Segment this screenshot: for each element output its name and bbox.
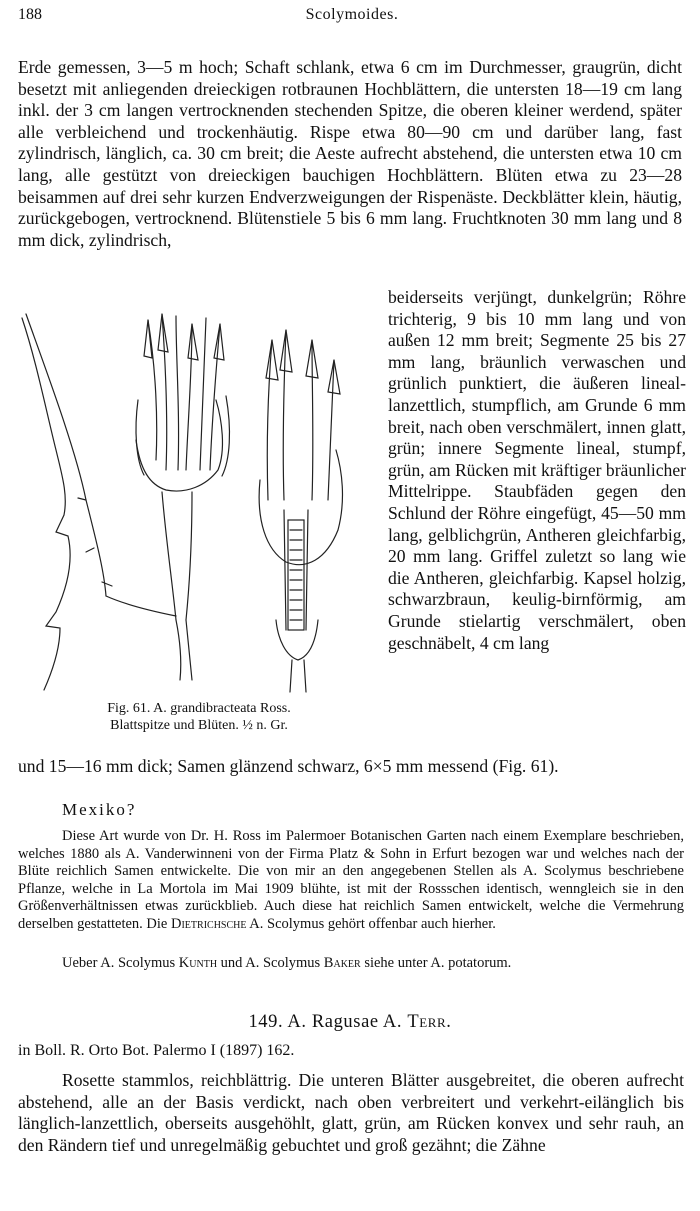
description-paragraph-final: Rosette stammlos, reichblättrig. Die unteren Blätter ausgebreitet, die oberen aufrecht abstehend, alle an der Basis verdickt, nach oben verbreitert und verkehrt-eilänglich bis länglich-lanzettlich, oberseits ausgehöhlt, glatt, grün, am Rücken konvex und sehr rauh, an den Rändern tief und unregelmäßig gebuchtet und groß gezähnt; die Zähne xyxy=(18,1070,684,1155)
leaf-tip-outline xyxy=(22,318,70,690)
distribution-line: Mexiko? xyxy=(62,800,137,819)
species-heading xyxy=(0,1012,700,1033)
botanical-drawing xyxy=(16,300,378,700)
note-2-text-b: und A. Scolymus xyxy=(217,955,324,971)
note-1-text-a: Diese Art wurde von Dr. H. Ross im Palermoer Botanischen Garten nach einem Exemplare beschrieben, welches 1880 als A. Vanderwinneni von der Firma Platz & Sohn in Erfurt bezogen war und welches nach der Blüte reichlich Samen entwickelte. Die von mir an den angegebenen Stellen als A. Scolymus beschriebene Pflanze, welche in La Mortola im Mai 1909 blühte, ist mit der Rossschen identisch, wenngleich sie in den Größenverhältnissen etwas zurückblieb. Auch diese hat reichlich Samen entwickelt, welche die Vermehrung derselben gestatteten. Die xyxy=(18,828,684,932)
caption-subtitle: Blattspitze und Blüten. ½ n. Gr. xyxy=(110,718,288,733)
note-paragraph-1 xyxy=(18,828,684,933)
description-paragraph-side: beiderseits verjüngt, dunkelgrün; Röhre trichterig, 9 bis 10 mm lang und von außen 12 mm breit; Segmente 25 bis 27 mm lang, bräunlich verwaschen und grünlich punktiert, die äußeren lineal-lanzettlich, stumpflich, am Grunde 6 mm breit, nach oben verschmälert, innen glatt, grün; innere Segmente lineal, stumpf, grün, am Rücken mit kräftiger bräunlicher Mittelrippe. Staubfäden gegen den Schlund der Röhre eingefügt, 45—50 mm lang, gelblichgrün, Antheren gleichfarbig, 20 mm lang. Griffel zuletzt so lang wie die Antheren, gleichfarbig. Kapsel holzig, schwarzbraun, keulig-birnförmig, am Grunde stielartig verschmälert, oben geschnäbelt, 4 cm lang xyxy=(388,287,687,653)
species-citation: in Boll. R. Orto Bot. Palermo I (1897) 162. xyxy=(18,1042,295,1059)
description-paragraph-top: Erde gemessen, 3—5 m hoch; Schaft schlank, etwa 6 cm im Durchmesser, graugrün, dicht besetzt mit anliegenden dreieckigen rotbraunen Hochblättern, die untersten 18—19 cm lang inkl. der 3 cm langen vertrocknenden stechenden Spitze, die oberen kleiner werdend, später alle verbleichend und trockenhäutig. Rispe etwa 80—90 cm und darüber lang, fast zylindrisch, länglich, ca. 30 cm breit; die Aeste aufrecht abstehend, die untersten etwa 10 cm lang, alle gestützt von dreieckigen bauchigen Hochblättern. Blüten etwa zu 23—28 beisammen auf drei sehr kurzen Endverzweigungen der Rispenäste. Deckblätter klein, häutig, zurückgebogen, vertrocknend. Blütenstiele 5 bis 6 mm lang. Fruchtknoten 30 mm lang und 8 mm dick, zylindrisch, xyxy=(18,57,682,250)
note-2-text-c: siehe unter A. potatorum. xyxy=(360,955,512,971)
note-paragraph-2 xyxy=(18,955,684,973)
flower-2-segments xyxy=(267,330,334,500)
page-number: 188 xyxy=(18,6,42,23)
note-2-author-baker: Baker xyxy=(323,955,361,971)
figure-caption xyxy=(14,700,384,734)
species-heading-author: Terr. xyxy=(407,1012,452,1032)
caption-title: Fig. 61. A. grandibracteata Ross. xyxy=(107,701,291,716)
figure-61-illustration xyxy=(16,300,378,700)
running-head: Scolymoides. xyxy=(305,6,399,23)
note-1-author-name: Dietrichsche xyxy=(171,915,247,932)
species-heading-text: 149. A. Ragusae A. xyxy=(248,1012,408,1032)
page-header xyxy=(18,6,686,28)
note-2-author-kunth: Kunth xyxy=(178,955,218,971)
note-1-text-b: A. Scolymus gehört offenbar auch hierher. xyxy=(246,915,496,932)
note-2-text-a: Ueber A. Scolymus xyxy=(62,955,179,971)
description-paragraph-bottom: und 15—16 mm dick; Samen glänzend schwarz, 6×5 mm messend (Fig. 61). xyxy=(18,756,559,776)
